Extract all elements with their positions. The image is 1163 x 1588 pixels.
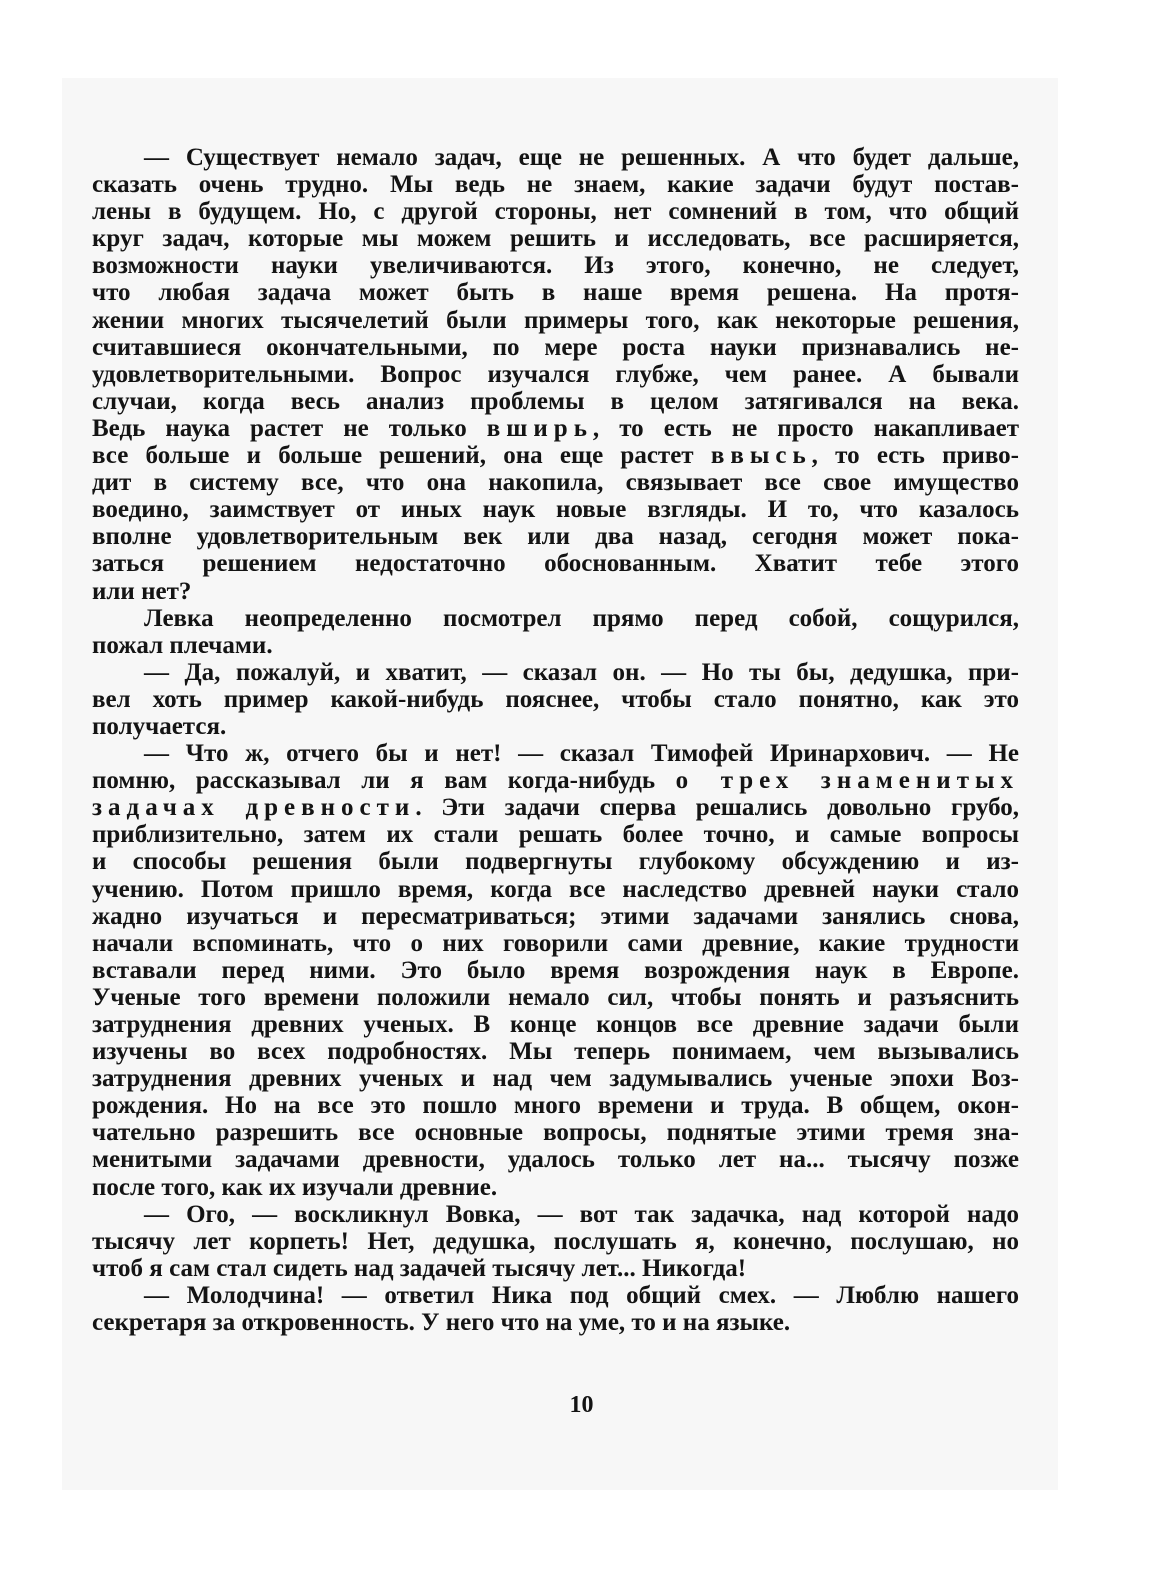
- text-line: Левка неопределенно посмотрел прямо перед собой, сощурился,: [144, 604, 1019, 632]
- emphasized-text: задачах древности: [92, 794, 416, 822]
- text-line: возможности науки увеличиваются. Из этого, конечно, не следует,: [92, 252, 1019, 280]
- page-number: 10: [569, 1392, 594, 1418]
- text-run: , то есть приво-: [811, 442, 1019, 470]
- text-line: жении многих тысячелетий были примеры того, как некоторые решения,: [92, 306, 1019, 334]
- emphasized-text: ввысь: [710, 442, 812, 470]
- text-line: вел хоть пример какой-нибудь пояснее, чтобы стало понятно, как это: [92, 685, 1019, 713]
- text-line: считавшиеся окончательными, по мере роста науки признавались не-: [92, 333, 1019, 361]
- text-line: что любая задача может быть в наше время решена. На протя-: [92, 279, 1019, 307]
- text-line: пожал плечами.: [92, 631, 273, 659]
- text-line: случаи, когда весь анализ проблемы в целом затягивался на века.: [92, 387, 1019, 415]
- text-line: [92, 767, 1019, 794]
- text-line: круг задач, которые мы можем решить и исследовать, все расширяется,: [92, 225, 1019, 253]
- text-line: чтоб я сам стал сидеть над задачей тысячу лет... Никогда!: [92, 1254, 747, 1282]
- text-line: рождения. Но на все это пошло много времени и труда. В общем, окон-: [92, 1092, 1019, 1120]
- text-line: — Да, пожалуй, и хватит, — сказал он. — Но ты бы, дедушка, при-: [144, 658, 1019, 686]
- text-line: жадно изучаться и пересматриваться; этими задачами занялись снова,: [92, 902, 1019, 930]
- text-run: , то есть не просто накапливает: [592, 414, 1019, 442]
- body-text: [92, 144, 1019, 1336]
- text-line: секретаря за откровенность. У него что на уме, то и на языке.: [92, 1309, 791, 1337]
- text-line: — Молодчина! — ответил Ника под общий смех. — Люблю нашего: [144, 1281, 1019, 1309]
- text-line: вполне удовлетворительным век или два назад, сегодня может пока-: [92, 523, 1019, 551]
- text-line: приблизительно, затем их стали решать более точно, и самые вопросы: [92, 821, 1019, 849]
- text-run: помню, рассказывал ли я вам когда-нибудь: [92, 767, 676, 795]
- text-line: менитыми задачами древности, удалось только лет на... тысячу позже: [92, 1146, 1019, 1174]
- text-line: или нет?: [92, 577, 192, 605]
- text-line: лены в будущем. Но, с другой стороны, нет сомнений в том, что общий: [92, 198, 1019, 226]
- text-line: тысячу лет корпеть! Нет, дедушка, послушать я, конечно, послушаю, но: [92, 1227, 1019, 1255]
- text-line: — Что ж, отчего бы и нет! — сказал Тимофей Иринархович. — Не: [144, 740, 1019, 768]
- emphasized-text: о трех знаменитых: [675, 767, 1019, 795]
- text-line: чательно разрешить все основные вопросы, поднятые этими тремя зна-: [92, 1119, 1019, 1147]
- text-line: Ученые того времени положили немало сил, чтобы понять и разъяснить: [92, 983, 1019, 1011]
- text-line: [92, 442, 1019, 469]
- text-line: воедино, заимствует от иных наук новые взгляды. И то, что казалось: [92, 496, 1019, 524]
- text-line: удовлетворительными. Вопрос изучался глубже, чем ранее. А бывали: [92, 360, 1019, 388]
- text-line: начали вспоминать, что о них говорили сами древние, какие трудности: [92, 929, 1019, 957]
- text-line: изучены во всех подробностях. Мы теперь понимаем, чем вызывались: [92, 1038, 1019, 1066]
- text-line: дит в систему все, что она накопила, связывает все свое имущество: [92, 469, 1019, 497]
- text-line: — Существует немало задач, еще не решенных. А что будет дальше,: [144, 144, 1019, 171]
- text-line: вставали перед ними. Это было время возрождения наук в Европе.: [92, 956, 1019, 984]
- text-line: [92, 415, 1019, 442]
- text-line: — Ого, — воскликнул Вовка, — вот так задачка, над которой надо: [144, 1200, 1019, 1228]
- emphasized-text: вширь: [486, 414, 593, 442]
- text-line: заться решением недостаточно обоснованным. Хватит тебе этого: [92, 550, 1019, 578]
- text-line: сказать очень трудно. Мы ведь не знаем, какие задачи будут постав-: [92, 171, 1019, 199]
- text-run: . Эти задачи сперва решались довольно грубо,: [415, 794, 1019, 822]
- text-line: после того, как их изучали древние.: [92, 1173, 498, 1201]
- text-line: учению. Потом пришло время, когда все наследство древней науки стало: [92, 875, 1019, 903]
- text-line: [92, 794, 1019, 821]
- text-line: затруднения древних ученых. В конце концов все древние задачи были: [92, 1011, 1019, 1038]
- text-run: все больше и больше решений, она еще растет: [92, 442, 711, 470]
- text-run: Ведь наука растет не только: [92, 414, 487, 442]
- text-line: и способы решения были подвергнуты глубокому обсуждению и из-: [92, 848, 1019, 876]
- text-line: получается.: [92, 712, 227, 740]
- text-line: затруднения древних ученых и над чем задумывались ученые эпохи Воз-: [92, 1065, 1019, 1093]
